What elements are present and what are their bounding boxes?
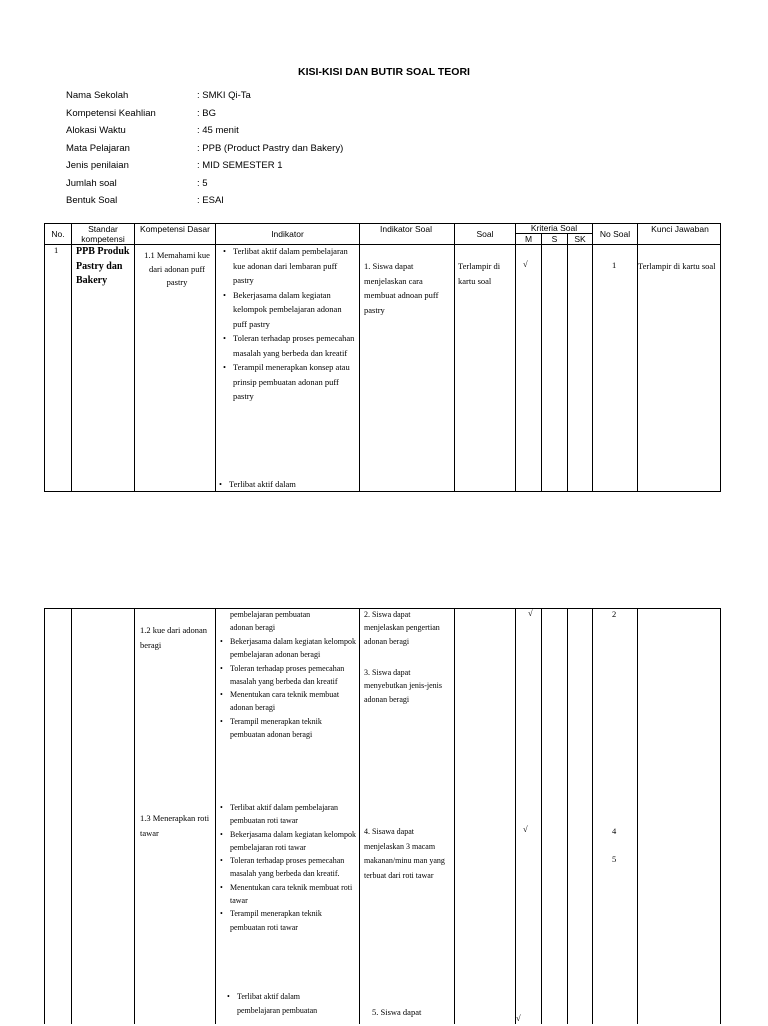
- list-item: • Terlibat aktif dalam pembelajaran kue adonan dari lembaran puff pastry: [223, 244, 357, 288]
- no-soal-cell: 4: [612, 826, 617, 836]
- header-kunci: Kunci Jawaban: [651, 224, 709, 234]
- grid-line: [541, 233, 542, 492]
- grid-line: [134, 223, 135, 492]
- grid-line: [359, 608, 360, 1024]
- grid-line: [44, 223, 45, 492]
- check-mark: √: [516, 1013, 521, 1023]
- header-indikator: Indikator: [271, 229, 304, 239]
- meta-value: : ESAI: [197, 195, 224, 206]
- meta-label: Kompetensi Keahlian: [66, 107, 156, 119]
- header-sk: SK: [574, 234, 586, 244]
- indikator-list: [220, 635, 358, 741]
- grid-line: [515, 223, 516, 492]
- list-item: pembelajaran pembuatan: [230, 610, 311, 619]
- indikator-soal: 3. Siswa dapat menyebutkan jenis-jenis adonan beragi: [364, 668, 442, 704]
- kompetensi-dasar: 1.1 Memahami kue dari adonan puff pastry: [144, 250, 210, 287]
- list-item: • Bekerjasama dalam kegiatan kelompok pembelajaran roti tawar: [220, 828, 358, 855]
- header-indikator-soal: Indikator Soal: [380, 224, 432, 234]
- indikator-soal: 2. Siswa dapat menjelaskan pengertian adonan beragi: [364, 610, 440, 646]
- grid-line: [720, 608, 721, 1024]
- indikator-list: [223, 244, 357, 404]
- grid-line: [454, 223, 455, 492]
- list-item: • Menentukan cara teknik membuat adonan beragi: [220, 688, 358, 715]
- list-item: • Terampil menerapkan teknik pembuatan adonan beragi: [220, 715, 358, 742]
- list-item: • Bekerjasama dalam kegiatan kelompok pembelajaran adonan beragi: [220, 635, 358, 662]
- no-soal-cell: 5: [612, 854, 617, 864]
- list-item: pembelajaran pembuatan: [237, 1006, 318, 1015]
- list-item: • Terlibat aktif dalam: [227, 990, 358, 1003]
- grid-line: [215, 608, 216, 1024]
- grid-line: [567, 608, 568, 1024]
- no-soal-cell: 2: [612, 609, 617, 619]
- grid-line: [567, 233, 568, 492]
- meta-label: Jumlah soal: [66, 177, 117, 189]
- meta-value: : BG: [197, 107, 217, 119]
- grid-line: [44, 491, 721, 492]
- standar-kompetensi: PPB Produk Pastry dan Bakery: [76, 246, 130, 286]
- grid-line: [44, 608, 45, 1024]
- header-soal: Soal: [476, 229, 494, 239]
- meta-value: : PPB (Product Pastry dan Bakery): [197, 142, 344, 154]
- soal-cell: Terlampir di kartu soal: [458, 261, 501, 286]
- indikator-soal: 1. Siswa dapat menjelaskan cara membuat adnoan puff pastry: [364, 261, 439, 315]
- list-item: • Menentukan cara teknik membuat roti tawar: [220, 881, 358, 908]
- list-item: • Toleran terhadap proses pemecahan masalah yang berbeda dan kreatif: [220, 662, 358, 689]
- header-standar: Standar kompetensi: [81, 224, 125, 244]
- meta-value: : 5: [197, 177, 208, 189]
- check-mark: √: [523, 824, 528, 834]
- grid-line: [215, 223, 216, 492]
- indikator-list: [227, 990, 358, 1003]
- check-mark: √: [523, 259, 528, 269]
- indikator-soal: 4. Sisawa dapat menjelaskan 3 macam makanan/minu man yang terbuat dari roti tawar: [364, 827, 445, 880]
- list-item: adonan beragi: [230, 623, 276, 633]
- check-mark: √: [528, 608, 533, 618]
- row-number: 1: [54, 245, 59, 255]
- meta-label: Jenis penilaian: [66, 160, 129, 171]
- grid-line: [592, 223, 593, 492]
- meta-label: Alokasi Waktu: [66, 125, 126, 136]
- list-item: • Terlibat aktif dalam pembelajaran pembuatan roti tawar: [220, 801, 358, 828]
- meta-label: Nama Sekolah: [66, 90, 129, 101]
- kompetensi-dasar: 1.3 Menerapkan roti tawar: [140, 813, 210, 838]
- no-soal-cell: 1: [612, 260, 617, 270]
- grid-line: [71, 608, 72, 1024]
- list-item: • Toleran terhadap proses pemecahan masalah yang berbeda dan kreatif.: [220, 854, 358, 881]
- grid-line: [71, 223, 72, 492]
- page-title: KISI-KISI DAN BUTIR SOAL TEORI: [298, 66, 470, 78]
- kunci-cell: Terlampir di kartu soal: [638, 261, 716, 271]
- list-item: • Terampil menerapkan konsep atau prinsip pembuatan adonan puff pastry: [223, 360, 357, 404]
- meta-label: Bentuk Soal: [66, 195, 118, 206]
- list-item: • Toleran terhadap proses pemecahan masalah yang berbeda dan kreatif: [223, 331, 357, 360]
- indikator-list: [220, 801, 358, 934]
- grid-line: [134, 608, 135, 1024]
- header-m: M: [524, 234, 533, 244]
- grid-line: [637, 608, 638, 1024]
- grid-line: [44, 244, 721, 245]
- indikator-continued: [230, 608, 358, 635]
- meta-label: Mata Pelajaran: [66, 142, 130, 154]
- header-kompetensi: Kompetensi Dasar: [140, 224, 210, 234]
- header-no-soal: No Soal: [599, 229, 631, 239]
- grid-line: [515, 608, 516, 1024]
- header-s: S: [551, 234, 558, 244]
- grid-line: [454, 608, 455, 1024]
- kompetensi-dasar: 1.2 kue dari adonan beragi: [140, 625, 208, 650]
- meta-value: : SMKI Qi-Ta: [197, 90, 251, 101]
- grid-line: [359, 223, 360, 492]
- grid-line: [592, 608, 593, 1024]
- header-no: No.: [51, 229, 65, 239]
- list-item: • Terampil menerapkan teknik pembuatan roti tawar: [220, 907, 358, 934]
- header-kriteria: Kriteria Soal: [530, 223, 578, 233]
- indikator-soal: 5. Siswa dapat: [372, 1007, 422, 1017]
- grid-line: [541, 608, 542, 1024]
- meta-value: : 45 menit: [197, 125, 239, 136]
- indikator-list: [219, 478, 353, 492]
- meta-value: : MID SEMESTER 1: [197, 160, 283, 171]
- list-item: • Bekerjasama dalam kegiatan kelompok pembelajaran adonan puff pastry: [223, 288, 357, 332]
- list-item: • Terlibat aktif dalam: [219, 478, 353, 492]
